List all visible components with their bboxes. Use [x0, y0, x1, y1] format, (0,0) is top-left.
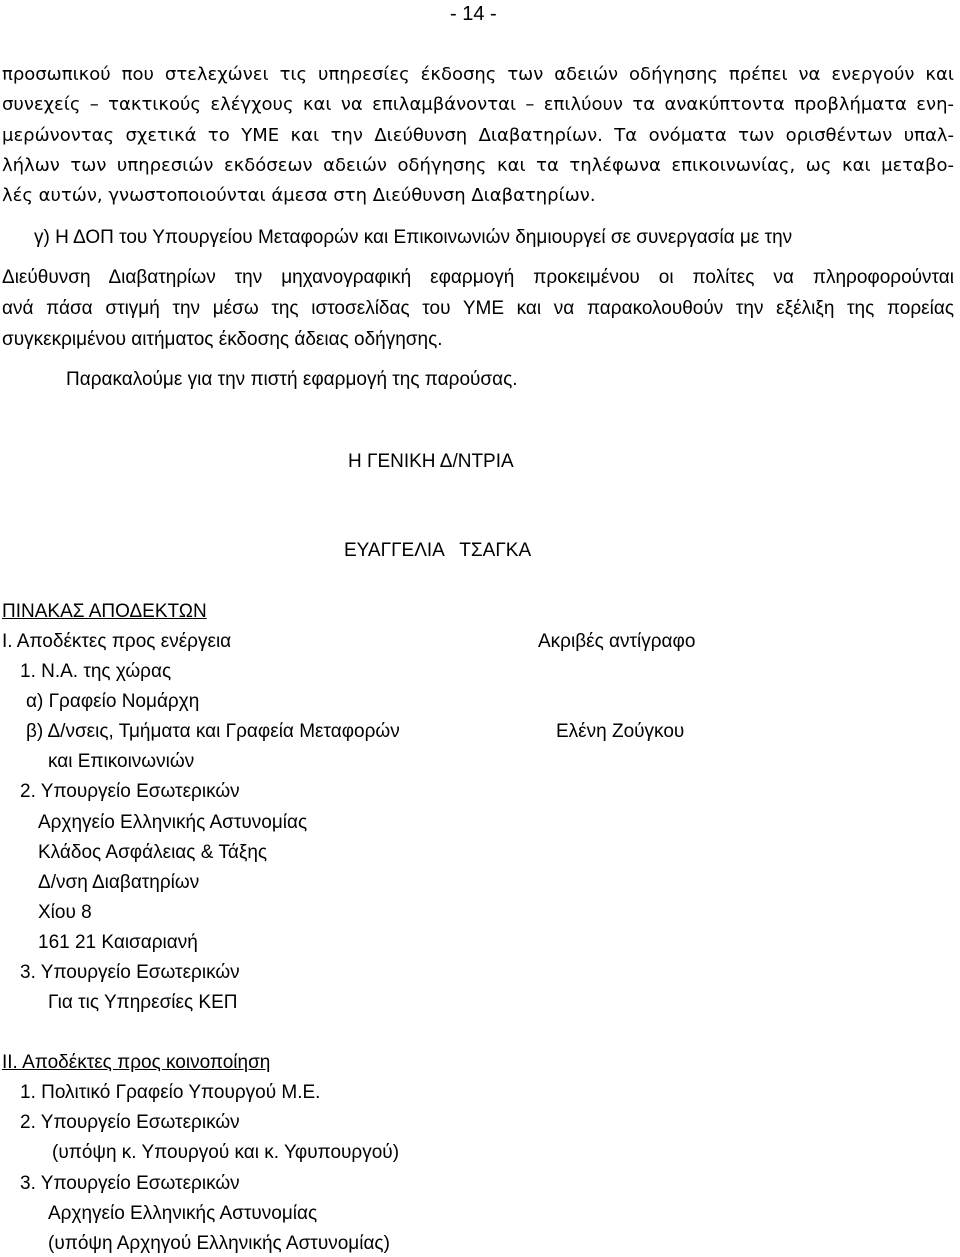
page-number: - 14 - [450, 3, 497, 25]
section-2-heading: ΙΙ. Αποδέκτες προς κοινοποίηση [2, 1052, 271, 1073]
recipient-line: Κλάδος Ασφάλειας & Τάξης [38, 842, 268, 863]
recipient-line: Χίου 8 [38, 902, 92, 923]
signature-name: ΕΥΑΓΓΕΛΙΑ ΤΣΑΓΚΑ [344, 540, 532, 561]
paragraph-2-line: ανά πάσα στιγμή την μέσω της ιστοσελίδας του ΥΜΕ και να παρακολουθούν την εξέλιξη της πορείας [2, 298, 954, 319]
recipient-line: 2. Υπουργείο Εσωτερικών [20, 781, 240, 802]
recipient-line: α) Γραφείο Νομάρχη [26, 691, 200, 712]
recipient-line: β) Δ/νσεις, Τμήματα και Γραφεία Μεταφορών [26, 721, 400, 742]
recipient-line: 3. Υπουργείο Εσωτερικών [20, 962, 240, 983]
paragraph-1-line: συνεχείς – τακτικούς ελέγχους και να επιλαμβάνονται – επιλύουν τα ανακύπτοντα προβλήματα ενη- [2, 94, 954, 115]
recipient-line: Για τις Υπηρεσίες ΚΕΠ [48, 992, 238, 1013]
paragraph-2-line: συγκεκριμένου αιτήματος έκδοσης άδειας οδήγησης. [2, 329, 443, 350]
recipient-line: 2. Υπουργείο Εσωτερικών [20, 1112, 240, 1133]
recipient-line: και Επικοινωνιών [48, 751, 195, 772]
certified-copy-name: Ελένη Ζούγκου [556, 721, 685, 742]
recipient-line: 1. Ν.Α. της χώρας [20, 661, 172, 682]
signature-title: Η ΓΕΝΙΚΗ Δ/ΝΤΡΙΑ [348, 451, 514, 472]
paragraph-1-line: προσωπικού που στελεχώνει τις υπηρεσίες έκδοσης των αδειών οδήγησης πρέπει να ενεργούν και [2, 64, 954, 85]
recipient-line: Δ/νση Διαβατηρίων [38, 872, 200, 893]
paragraph-1-line: λές αυτών, γνωστοποιούνται άμεσα στη Διεύθυνση Διαβατηρίων. [2, 185, 596, 206]
closing-sentence: Παρακαλούμε για την πιστή εφαρμογή της παρούσας. [66, 369, 518, 390]
paragraph-2-line: Διεύθυνση Διαβατηρίων την μηχανογραφική εφαρμογή προκειμένου οι πολίτες να πληροφορούνται [2, 267, 954, 288]
paragraph-1-line: μερώνοντας σχετικά το ΥΜΕ και την Διεύθυνση Διαβατηρίων. Τα ονόματα των ορισθέντων υπαλ- [2, 125, 954, 146]
certified-copy-label: Ακριβές αντίγραφο [538, 631, 696, 652]
distribution-heading: ΠΙΝΑΚΑΣ ΑΠΟΔΕΚΤΩΝ [2, 601, 207, 622]
recipient-line: 3. Υπουργείο Εσωτερικών [20, 1173, 240, 1194]
paragraph-1-line: λήλων των υπηρεσιών εκδόσεων αδειών οδήγησης και τα τηλέφωνα επικοινωνίας, ως και μεταβο- [2, 155, 954, 176]
recipient-line: (υπόψη κ. Υπουργού και κ. Υφυπουργού) [52, 1142, 400, 1163]
recipient-line: (υπόψη Αρχηγού Ελληνικής Αστυνομίας) [48, 1233, 390, 1254]
section-1-heading: Ι. Αποδέκτες προς ενέργεια [2, 631, 232, 652]
paragraph-2-line: γ) Η ΔΟΠ του Υπουργείου Μεταφορών και Επικοινωνιών δημιουργεί σε συνεργασία με την [34, 227, 793, 248]
recipient-line: Αρχηγείο Ελληνικής Αστυνομίας [38, 812, 308, 833]
recipient-line: Αρχηγείο Ελληνικής Αστυνομίας [48, 1203, 318, 1224]
recipient-line: 1. Πολιτικό Γραφείο Υπουργού Μ.Ε. [20, 1082, 321, 1103]
recipient-line: 161 21 Καισαριανή [38, 932, 198, 953]
